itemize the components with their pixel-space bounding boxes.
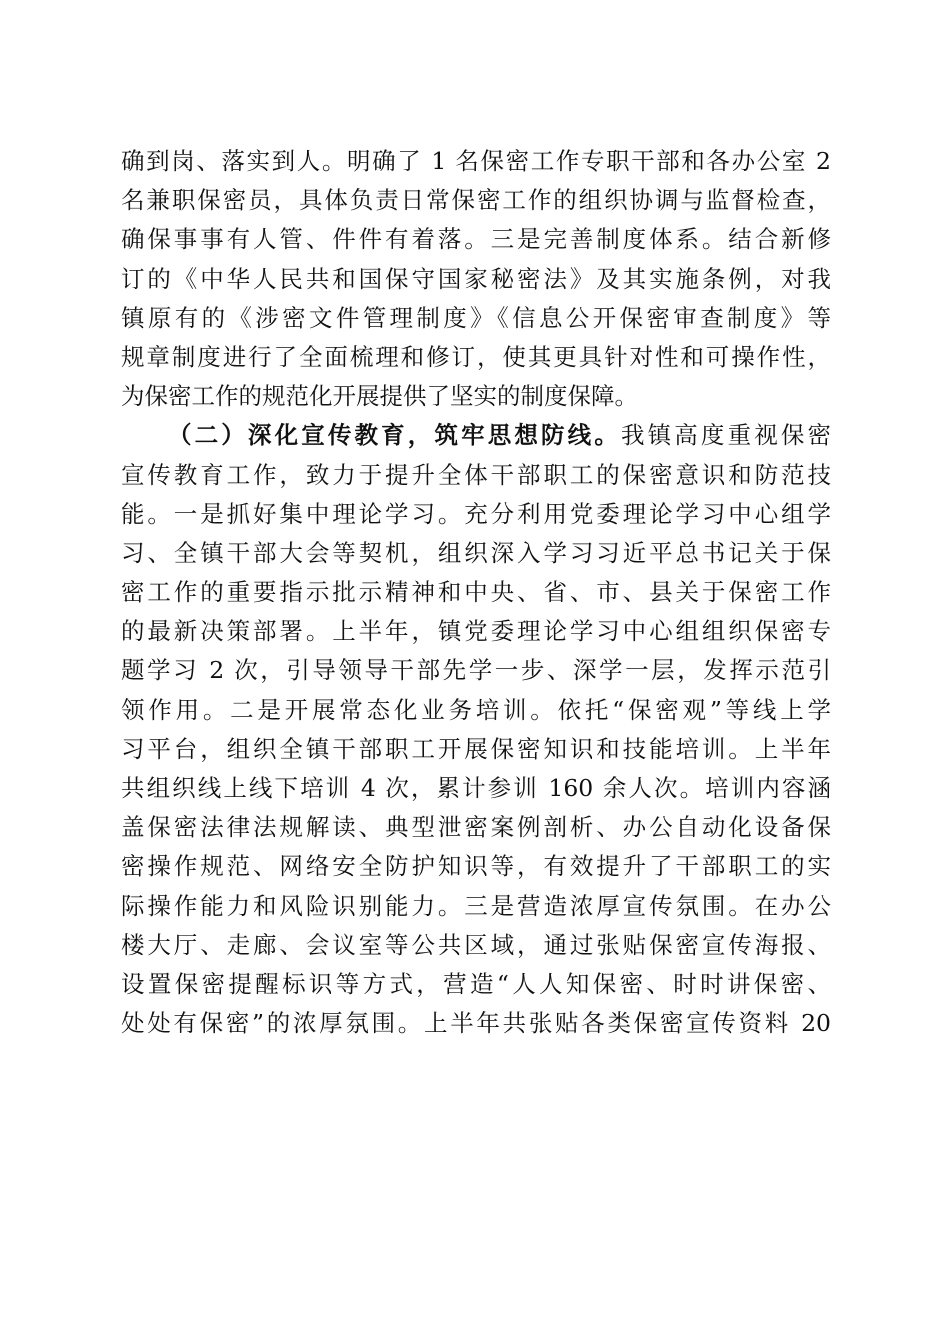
paragraph-line: 题学习 2 次，引导领导干部先学一步、深学一层，发挥示范引 [121,656,831,685]
paragraph-line: 习、全镇干部大会等契机，组织深入学习习近平总书记关于保 [121,538,831,567]
paragraph-line: 处处有保密”的浓厚氛围。上半年共张贴各类保密宣传资料 20 [121,1009,831,1038]
paragraph-line: 宣传教育工作，致力于提升全体干部职工的保密意识和防范技 [121,460,831,489]
paragraph-line: 共组织线上线下培训 4 次，累计参训 160 余人次。培训内容涵 [121,774,831,802]
paragraph-line: 确到岗、落实到人。明确了 1 名保密工作专职干部和各办公室 2 [121,147,831,175]
paragraph-line: 能。一是抓好集中理论学习。充分利用党委理论学习中心组学 [121,499,831,528]
paragraph-line: 规章制度进行了全面梳理和修订，使其更具针对性和可操作性， [121,342,831,371]
heading-line-rest: 我镇高度重视保密 [620,421,831,450]
paragraph-line: 确保事事有人管、件件有着落。三是完善制度体系。结合新修 [121,225,831,254]
paragraph-line: 订的《中华人民共和国保守国家秘密法》及其实施条例，对我 [121,264,831,293]
paragraph-line: 名兼职保密员，具体负责日常保密工作的组织协调与监督检查， [121,186,831,215]
section-heading: （二）深化宣传教育，筑牢思想防线。 [168,421,621,450]
paragraph-2 [121,416,831,1043]
paragraph-1 [121,142,831,416]
paragraph-line: 密工作的重要指示批示精神和中央、省、市、县关于保密工作 [121,578,831,607]
paragraph-line: 的最新决策部署。上半年，镇党委理论学习中心组组织保密专 [121,617,831,646]
paragraph-line: 领作用。二是开展常态化业务培训。依托“保密观”等线上学 [121,695,831,724]
paragraph-line: 为保密工作的规范化开展提供了坚实的制度保障。 [121,382,638,411]
paragraph-line: 密操作规范、网络安全防护知识等，有效提升了干部职工的实 [121,852,831,881]
document-body [121,142,831,1043]
paragraph-line: 盖保密法律法规解读、典型泄密案例剖析、办公自动化设备保 [121,813,831,842]
paragraph-line: 镇原有的《涉密文件管理制度》《信息公开保密审查制度》等 [121,303,831,332]
paragraph-line: 楼大厅、走廊、会议室等公共区域，通过张贴保密宣传海报、 [121,930,831,959]
paragraph-line: 际操作能力和风险识别能力。三是营造浓厚宣传氛围。在办公 [121,891,831,920]
paragraph-line: 习平台，组织全镇干部职工开展保密知识和技能培训。上半年 [121,734,831,763]
paragraph-first-line [121,416,831,455]
paragraph-line: 设置保密提醒标识等方式，营造“人人知保密、时时讲保密、 [121,969,831,998]
